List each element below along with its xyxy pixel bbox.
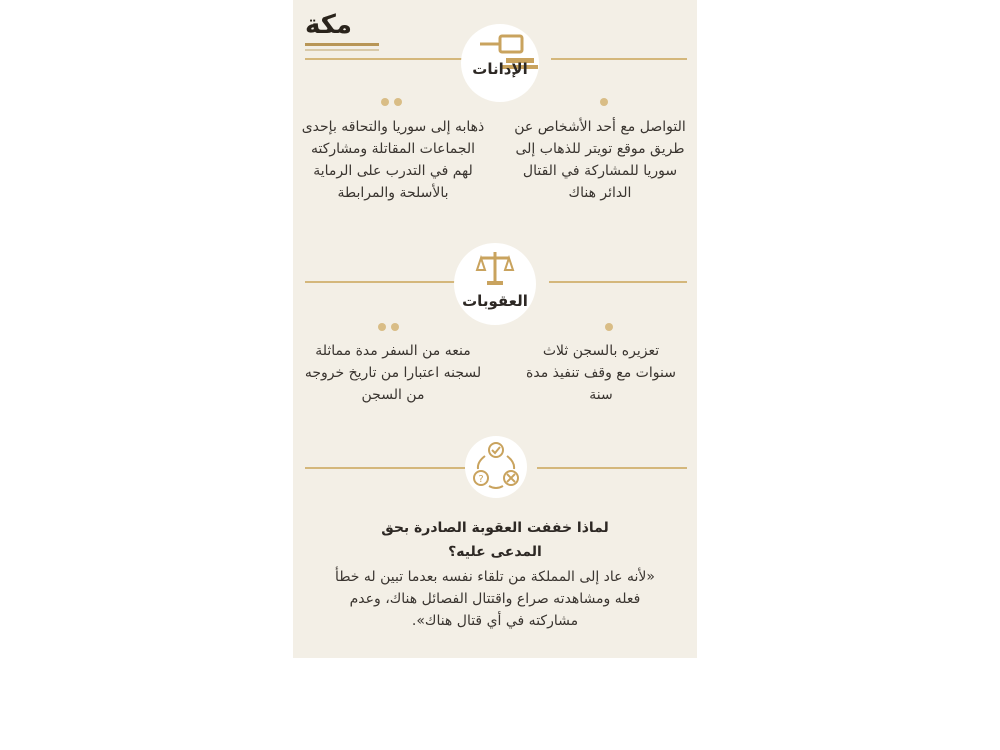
divider-left	[305, 281, 455, 283]
scales-icon	[475, 248, 515, 288]
conviction-item-2: ذهابه إلى سوريا والتحاقه بإحدى الجماعات المقاتلة ومشاركته لهم في التدرب على الرماية بالأسلحة والمرابطة	[301, 119, 485, 201]
divider-right	[551, 58, 687, 60]
infographic-card	[293, 0, 697, 658]
makkah-logo	[293, 0, 393, 60]
logo-tagline-strip	[305, 49, 379, 51]
bullet-double-a	[381, 98, 389, 106]
reason-answer: «لأنه عاد إلى المملكة من تلقاء نفسه بعدما تبين له خطأ فعله ومشاهدته صراع واقتتال الفصائل هناك، وعدم مشاركته في أي قتال هناك».	[335, 569, 655, 629]
svg-text:?: ?	[478, 474, 484, 485]
cycle-icon	[469, 438, 523, 494]
penalty-item-2: منعه من السفر مدة مماثلة لسجنه اعتبارا من تاريخ خروجه من السجن	[304, 343, 482, 403]
convictions-title: الإدانات	[472, 60, 528, 78]
divider-left	[305, 467, 465, 469]
bullet-double-b	[394, 98, 402, 106]
logo-wordmark: مكة	[305, 10, 352, 40]
penalty-item-1: تعزيره بالسجن ثلاث سنوات مع وقف تنفيذ مدة سنة	[526, 343, 676, 403]
bullet-single	[605, 323, 613, 331]
reason-question: لماذا خففت العقوبة الصادرة بحق المدعى عليه؟	[381, 520, 609, 560]
divider-left	[305, 58, 465, 60]
penalties-title: العقوبات	[462, 292, 528, 310]
logo-underline	[305, 43, 379, 46]
bullet-single	[600, 98, 608, 106]
divider-right	[549, 281, 687, 283]
bullet-double-a	[378, 323, 386, 331]
divider-right	[537, 467, 687, 469]
bullet-double-b	[391, 323, 399, 331]
conviction-item-1: التواصل مع أحد الأشخاص عن طريق موقع تويتر للذهاب إلى سوريا للمشاركة في القتال الدائر هناك	[514, 119, 686, 201]
